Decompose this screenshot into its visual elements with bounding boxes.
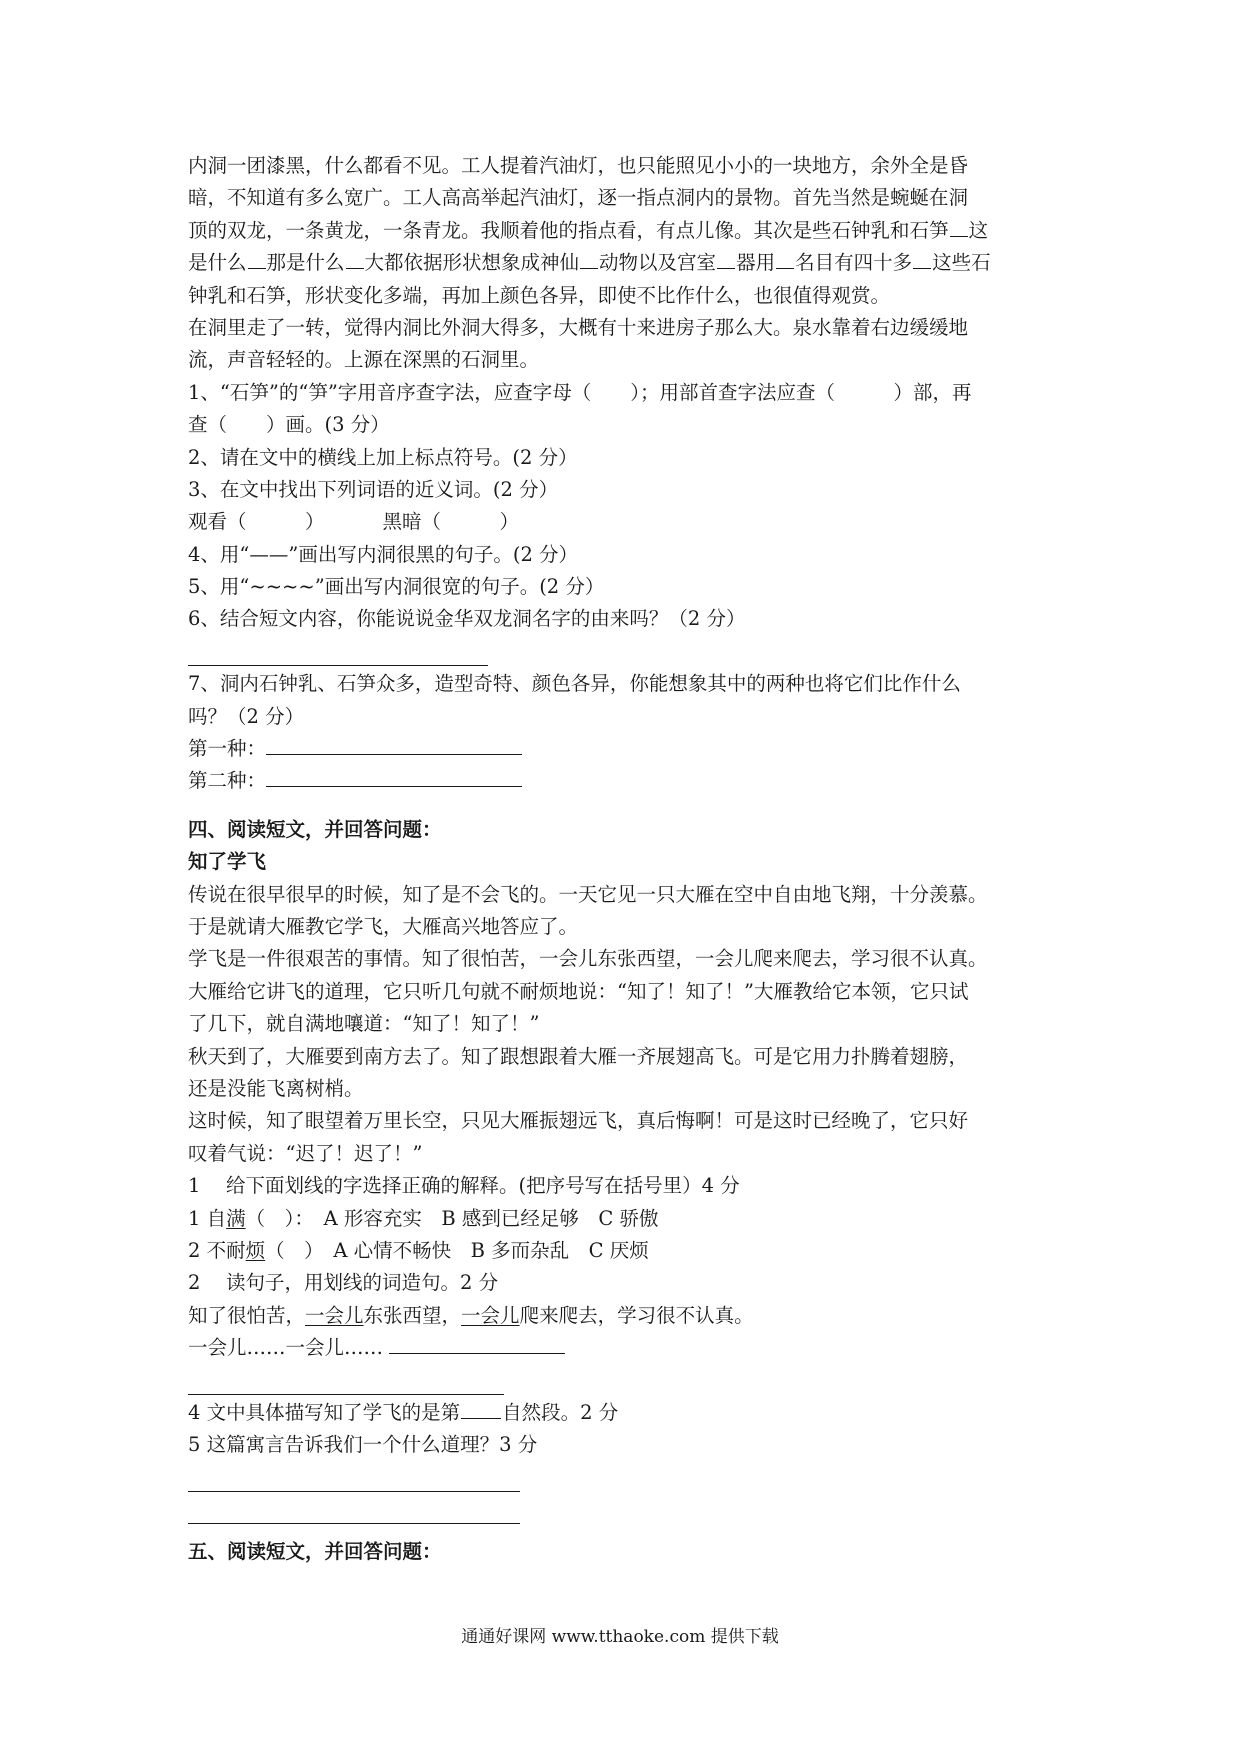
paragraph-blank[interactable] [461,1417,501,1419]
question-5: 5、用“~~~~”画出写内洞很宽的句子。(2 分） [188,575,605,599]
question-2: 2、请在文中的横线上加上标点符号。(2 分） [188,445,578,469]
underlined-char: 满 [226,1206,246,1230]
punctuation-blank [248,267,266,269]
answer-line-first[interactable] [266,753,522,755]
s4-question-2 [188,1267,1068,1299]
story-line: 于是就请大雁教它学飞，大雁高兴地答应了。 [188,914,579,938]
story-line: 这时候，知了眼望着万里长空，只见大雁振翅远飞，真后悔啊！可是这时已经晚了，它只好 [188,1109,969,1133]
answer-blank-watch[interactable]: 观看（ ） [188,510,325,534]
passage-text: 那是什么 [266,251,345,275]
answer-line-5b[interactable] [188,1494,1068,1526]
s4-question-2-pattern [188,1332,1068,1364]
section-5-heading: 五、阅读短文，并回答问题： [188,1540,442,1564]
story-line: 学飞是一件很艰苦的事情。知了很怕苦，一会儿东张西望，一会儿爬来爬去，学习很不认真。 [188,947,988,971]
story-line: 传说在很早很早的时候，知了是不会飞的。一天它见一只大雁在空中自由地飞翔，十分羡慕。 [188,882,988,906]
passage-text: 这些石 [932,251,991,275]
answer-label: 第二种： [188,769,267,793]
item-text: 2 不耐 [188,1238,246,1262]
answer-label: 第一种： [188,737,267,761]
question-text: 4 文中具体描写知了学飞的是第 [188,1400,461,1424]
item-text: 1 自 [188,1206,227,1230]
sentence-text: 爬来爬去，学习很不认真。 [519,1303,754,1327]
passage-line: 钟乳和石笋，形状变化多端，再加上颜色各异，即使不比作什么，也很值得观赏。 [188,283,891,307]
underlined-word: 一会儿 [305,1303,364,1327]
sentence-text: 知了很怕苦， [188,1303,306,1327]
punctuation-blank [950,235,968,237]
passage-line: 内洞一团漆黑，什么都看不见。工人提着汽油灯，也只能照见小小的一块地方，余外全是昏 [188,154,969,177]
question-text: 读句子，用划线的词造句。2 分 [226,1271,499,1295]
story-title: 知了学飞 [188,850,267,874]
item-options: （ ）： A 形容充实 B 感到已经足够 C 骄傲 [245,1206,659,1230]
answer-line[interactable] [389,1352,565,1354]
question-3: 3、在文中找出下列词语的近义词。(2 分） [188,477,559,501]
sentence-text: 东张西望， [363,1303,462,1327]
question-number: 1 [188,1174,201,1198]
question-7-second [188,765,1068,797]
passage-text: 器用 [736,251,776,275]
answer-line-2[interactable] [188,1364,1068,1396]
exam-page [188,150,1068,1569]
question-4: 4、用“——”画出写内洞很黑的句子。(2 分） [188,542,579,566]
passage-text: 名目有四十多 [795,251,913,275]
story-line: 叹着气说：“迟了！迟了！” [188,1141,423,1165]
pattern-text: 一会儿……一会儿…… [188,1336,384,1360]
passage-text: 动物以及宫室 [599,251,717,275]
story-line: 了几下，就自满地嚷道：“知了！知了！” [188,1012,540,1036]
question-1-cont: 查（ ）画。(3 分） [188,413,390,437]
s4-question-5: 5 这篇寓言告诉我们一个什么道理？3 分 [188,1433,538,1457]
item-options: （ ） A 心情不畅快 B 多而杂乱 C 厌烦 [265,1238,649,1262]
section-4-heading: 四、阅读短文，并回答问题： [188,817,442,841]
passage-line [188,215,1068,247]
passage-line [188,247,1068,279]
s4-question-1-item2 [188,1235,1068,1267]
question-6: 6、结合短文内容，你能说说金华双龙洞名字的由来吗？（2 分） [188,607,746,631]
answer-line-second[interactable] [266,785,522,787]
passage-text: 顶的双龙，一条黄龙，一条青龙。我顺着他的指点看，有点儿像。其次是些石钟乳和石笋 [188,218,949,242]
question-7-cont: 吗？（2 分） [188,704,305,728]
answer-line-5a[interactable] [188,1462,1068,1494]
question-number: 2 [188,1271,201,1295]
answer-line-6[interactable] [188,636,1068,668]
story-line: 大雁给它讲飞的道理，它只听几句就不耐烦地说：“知了！知了！”大雁教给它本领，它只试 [188,979,969,1003]
passage-line: 流，声音轻轻的。上源在深黑的石洞里。 [188,348,540,372]
question-7: 7、洞内石钟乳、石笋众多，造型奇特、颜色各异，你能想象其中的两种也将它们比作什么 [188,672,961,696]
passage-text: 这 [968,218,989,242]
s4-question-2-sentence [188,1300,1068,1332]
passage-line: 暗，不知道有多么宽广。工人高高举起汽油灯，逐一指点洞内的景物。首先当然是蜿蜒在洞 [188,186,969,210]
answer-blank-dark[interactable]: 黑暗（ ） [382,510,520,534]
s4-question-1-item1 [188,1203,1068,1235]
s4-question-4 [188,1397,1068,1429]
story-line: 还是没能飞离树梢。 [188,1076,364,1100]
punctuation-blank [717,267,735,269]
passage-text: 是什么 [188,251,247,275]
question-text: 自然段。2 分 [502,1400,619,1424]
question-7-first [188,733,1068,765]
page-footer: 通通好课网 www.tthaoke.com 提供下载 [461,1627,779,1647]
question-text: 给下面划线的字选择正确的解释。(把序号写在括号里）4 分 [226,1174,740,1198]
punctuation-blank [913,267,931,269]
s4-question-1 [188,1170,1068,1202]
punctuation-blank [580,267,598,269]
passage-line: 在洞里走了一转，觉得内洞比外洞大得多，大概有十来进房子那么大。泉水靠着右边缓缓地 [188,315,969,339]
punctuation-blank [776,267,794,269]
punctuation-blank [346,267,364,269]
passage-text: 大都依据形状想象成神仙 [364,251,580,275]
underlined-word: 一会儿 [461,1303,520,1327]
underlined-char: 烦 [245,1238,266,1262]
story-line: 秋天到了，大雁要到南方去了。知了跟想跟着大雁一齐展翅高飞。可是它用力扑腾着翅膀， [188,1044,969,1068]
question-1: 1、“石笋”的“笋”字用音序查字法，应查字母（ ）；用部首查字法应查（ ）部，再 [188,380,972,404]
question-3-words [188,506,1068,538]
